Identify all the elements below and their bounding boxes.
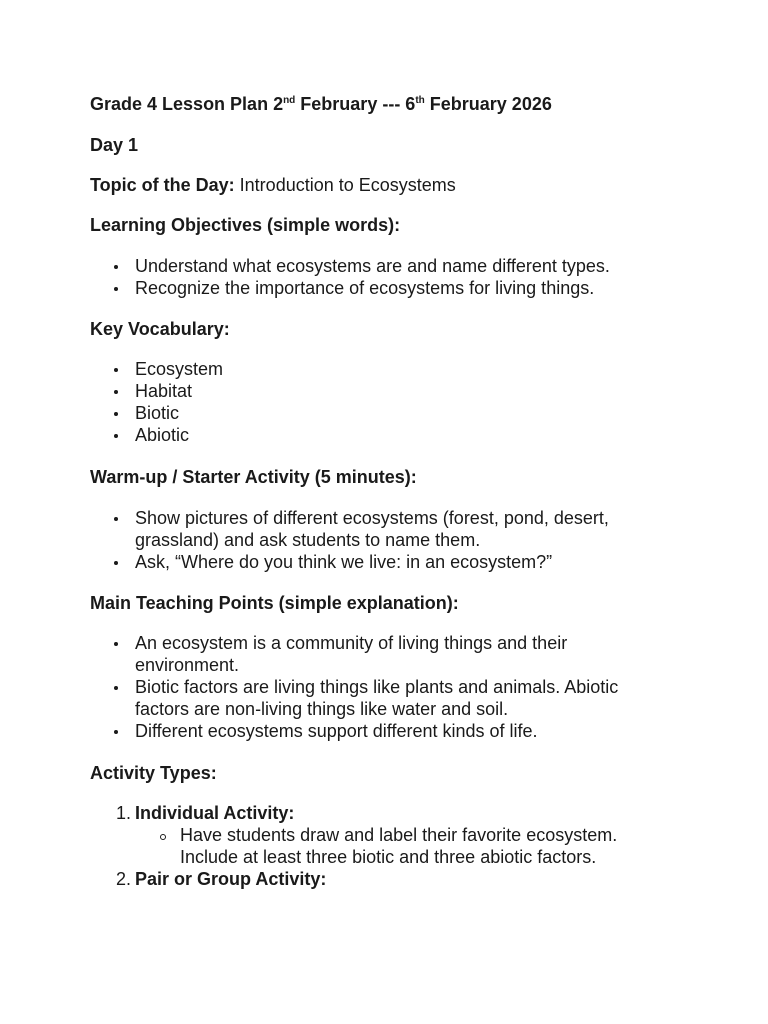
topic-value: Introduction to Ecosystems [234,175,456,195]
list-item: Habitat [90,380,670,402]
title-superscript-2: th [415,95,425,106]
teaching-list [90,632,670,742]
list-number: 1. [116,803,132,823]
vocabulary-list [90,358,670,446]
topic-label: Topic of the Day: [90,175,235,195]
list-item [90,802,670,868]
list-item: Understand what ecosystems are and name different types. [90,255,670,277]
activities-list [90,802,670,890]
title-prefix: Grade 4 Lesson Plan 2 [90,94,284,114]
teaching-heading: Main Teaching Points (simple explanation): [90,593,459,613]
title-superscript-1: nd [283,95,296,106]
title-middle: February --- 6 [295,94,416,114]
list-item: Different ecosystems support different kinds of life. [90,720,670,742]
objectives-heading: Learning Objectives (simple words): [90,215,401,235]
activity-label: Pair or Group Activity: [135,869,327,889]
title-suffix: February 2026 [424,94,552,114]
activities-heading: Activity Types: [90,763,217,783]
activity-label: Individual Activity: [135,803,295,823]
list-item: Ecosystem [90,358,670,380]
warmup-list [90,507,670,573]
list-item: Ask, “Where do you think we live: in an ecosystem?” [90,551,670,573]
list-item: Recognize the importance of ecosystems for living things. [90,277,670,299]
list-item: Show pictures of different ecosystems (forest, pond, desert, grassland) and ask students to name them. [90,507,670,551]
topic-line [90,174,456,196]
day-heading: Day 1 [90,135,139,155]
list-item: Abiotic [90,424,670,446]
document-title [90,93,552,115]
list-item: Biotic [90,402,670,424]
list-item [90,868,670,890]
list-item: An ecosystem is a community of living things and their environment. [90,632,670,676]
vocabulary-heading: Key Vocabulary: [90,319,230,339]
sub-list-item: Have students draw and label their favorite ecosystem. Include at least three biotic and three abiotic factors. [135,824,670,868]
list-item: Biotic factors are living things like plants and animals. Abiotic factors are non-living things like water and soil. [90,676,670,720]
objectives-list [90,255,670,299]
list-number: 2. [116,869,132,889]
warmup-heading: Warm-up / Starter Activity (5 minutes): [90,467,417,487]
activity-sublist [135,824,670,868]
